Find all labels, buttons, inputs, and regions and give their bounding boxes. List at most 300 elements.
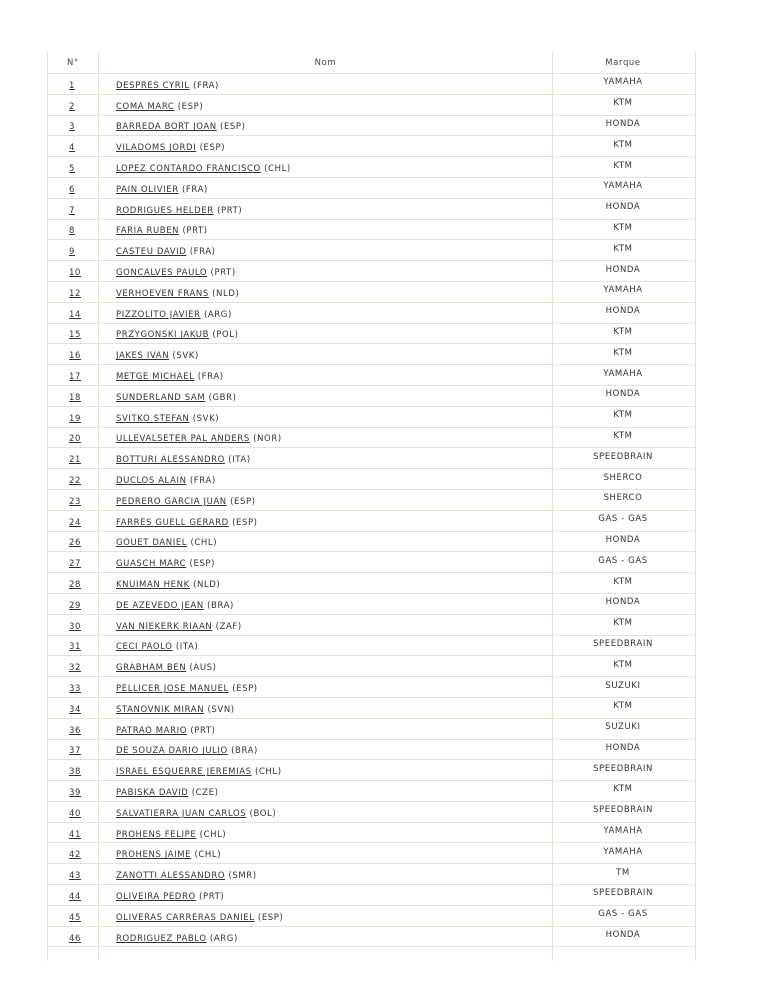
rider-country: (SVK) bbox=[172, 351, 199, 362]
table-row bbox=[48, 344, 695, 365]
num-cell bbox=[48, 511, 99, 531]
table-row bbox=[48, 303, 695, 324]
num-cell bbox=[48, 906, 99, 926]
table-row bbox=[48, 365, 695, 386]
name-cell bbox=[99, 781, 553, 801]
num-cell bbox=[48, 823, 99, 843]
table-row bbox=[48, 136, 695, 157]
name-cell bbox=[99, 573, 553, 593]
name-cell bbox=[99, 199, 553, 219]
rider-country: (AUS) bbox=[189, 663, 217, 674]
rider-name-link[interactable]: OLIVEIRA PEDRO bbox=[116, 891, 196, 902]
brand-cell: SPEEDBRAIN bbox=[593, 763, 653, 774]
brand-cell: SUZUKI bbox=[605, 722, 641, 733]
rider-number-link[interactable]: 4 bbox=[69, 143, 76, 154]
name-cell bbox=[99, 843, 553, 863]
rider-number-link[interactable]: 28 bbox=[69, 580, 82, 591]
rider-name-link[interactable]: JAKES IVAN bbox=[116, 351, 170, 362]
rider-number-link[interactable]: 23 bbox=[69, 496, 82, 507]
table-row-empty bbox=[48, 947, 695, 961]
table-row bbox=[48, 698, 695, 719]
brand-cell: SPEEDBRAIN bbox=[593, 888, 653, 899]
empty-cell bbox=[553, 947, 693, 961]
brand-cell: SPEEDBRAIN bbox=[593, 805, 653, 816]
brand-cell: HONDA bbox=[605, 389, 641, 400]
rider-name-link[interactable]: VAN NIEKERK RIAAN bbox=[116, 621, 213, 632]
rider-number-link[interactable]: 8 bbox=[69, 226, 76, 237]
brand-cell: HONDA bbox=[605, 534, 641, 545]
header-num: N° bbox=[48, 52, 99, 73]
header-name: Nom bbox=[99, 52, 553, 73]
name-cell bbox=[99, 116, 553, 136]
rider-country: (NLD) bbox=[212, 288, 240, 299]
brand-cell: HONDA bbox=[605, 597, 641, 608]
rider-name-link[interactable]: METGE MICHAEL bbox=[116, 372, 195, 383]
rider-name-link[interactable]: PABISKA DAVID bbox=[116, 787, 189, 798]
table-row bbox=[48, 199, 695, 220]
rider-name-link[interactable]: STANOVNIK MIRAN bbox=[116, 704, 205, 715]
name-cell bbox=[99, 261, 553, 281]
table-row bbox=[48, 677, 695, 698]
rider-name-link[interactable]: PEDRERO GARCIA JUAN bbox=[116, 496, 227, 507]
rider-country: (FRA) bbox=[182, 184, 208, 195]
table-row bbox=[48, 906, 695, 927]
rider-name-link[interactable]: ISRAEL ESQUERRE JEREMIAS bbox=[116, 767, 252, 778]
rider-name-link[interactable]: PAIN OLIVIER bbox=[116, 184, 179, 195]
brand-cell: KTM bbox=[613, 139, 633, 150]
rider-number-link[interactable]: 9 bbox=[69, 247, 76, 258]
name-cell bbox=[99, 552, 553, 572]
rider-number-link[interactable]: 16 bbox=[69, 351, 82, 362]
name-cell bbox=[99, 178, 553, 198]
rider-number-link[interactable]: 6 bbox=[69, 184, 76, 195]
brand-cell: HONDA bbox=[605, 202, 641, 213]
table-body bbox=[48, 74, 695, 947]
rider-name-link[interactable]: VILADOMS JORDI bbox=[116, 143, 197, 154]
rider-number-link[interactable]: 5 bbox=[69, 164, 76, 175]
rider-name-link[interactable]: OLIVERAS CARRERAS DANIEL bbox=[116, 912, 255, 923]
rider-name-link[interactable]: ULLEVALSETER PAL ANDERS bbox=[116, 434, 250, 445]
name-cell bbox=[99, 344, 553, 364]
rider-country: (FRA) bbox=[193, 80, 219, 91]
brand-cell: KTM bbox=[613, 410, 633, 421]
table-row bbox=[48, 407, 695, 428]
num-cell bbox=[48, 656, 99, 676]
rider-country: (ITA) bbox=[175, 642, 199, 653]
table-row bbox=[48, 116, 695, 137]
brand-cell: KTM bbox=[613, 618, 633, 629]
brand-cell: KTM bbox=[613, 576, 633, 587]
name-cell bbox=[99, 532, 553, 552]
rider-name-link[interactable]: KNUIMAN HENK bbox=[116, 580, 190, 591]
name-cell bbox=[99, 220, 553, 240]
brand-cell: SHERCO bbox=[603, 472, 643, 483]
rider-number-link[interactable]: 46 bbox=[69, 933, 82, 944]
rider-name-link[interactable]: BOTTURI ALESSANDRO bbox=[116, 455, 225, 466]
rider-country: (GBR) bbox=[208, 392, 237, 403]
rider-name-link[interactable]: GOUET DANIEL bbox=[116, 538, 188, 549]
num-cell bbox=[48, 843, 99, 863]
num-cell bbox=[48, 282, 99, 302]
rider-name-link[interactable]: DESPRES CYRIL bbox=[116, 80, 190, 91]
name-cell bbox=[99, 760, 553, 780]
rider-name-link[interactable]: GONCALVES PAULO bbox=[116, 268, 208, 279]
num-cell bbox=[48, 240, 99, 260]
rider-country: (ESP) bbox=[257, 912, 284, 923]
table-row bbox=[48, 656, 695, 677]
name-cell bbox=[99, 864, 553, 884]
table-row bbox=[48, 781, 695, 802]
num-cell bbox=[48, 615, 99, 635]
rider-country: (CHL) bbox=[190, 538, 218, 549]
rider-country: (NOR) bbox=[253, 434, 282, 445]
num-cell bbox=[48, 428, 99, 448]
rider-country: (ESP) bbox=[177, 101, 204, 112]
rider-number-link[interactable]: 44 bbox=[69, 891, 82, 902]
rider-number-link[interactable]: 21 bbox=[69, 455, 82, 466]
brand-cell: KTM bbox=[613, 659, 633, 670]
rider-country: (SVN) bbox=[207, 704, 235, 715]
num-cell bbox=[48, 95, 99, 115]
num-cell bbox=[48, 344, 99, 364]
brand-cell: HONDA bbox=[605, 264, 641, 275]
name-cell bbox=[99, 365, 553, 385]
num-cell bbox=[48, 698, 99, 718]
rider-name-link[interactable]: PRZYGONSKI JAKUB bbox=[116, 330, 210, 341]
name-cell bbox=[99, 95, 553, 115]
brand-cell: KTM bbox=[613, 430, 633, 441]
rider-name-link[interactable]: CASTEU DAVID bbox=[116, 247, 187, 258]
rider-number-link[interactable]: 24 bbox=[69, 517, 82, 528]
rider-number-link[interactable]: 22 bbox=[69, 476, 82, 487]
brand-cell: KTM bbox=[613, 222, 633, 233]
rider-country: (NLD) bbox=[193, 580, 221, 591]
rider-country: (ESP) bbox=[189, 559, 216, 570]
rider-country: (ARG) bbox=[203, 309, 232, 320]
num-cell bbox=[48, 261, 99, 281]
rider-country: (POL) bbox=[212, 330, 239, 341]
name-cell bbox=[99, 927, 553, 947]
rider-country: (ESP) bbox=[230, 496, 256, 507]
brand-cell: SPEEDBRAIN bbox=[593, 638, 653, 649]
num-cell bbox=[48, 760, 99, 780]
rider-country: (ITA) bbox=[228, 455, 251, 466]
rider-name-link[interactable]: FARIA RUBEN bbox=[116, 226, 180, 237]
rider-number-link[interactable]: 18 bbox=[69, 392, 82, 403]
rider-number-link[interactable]: 3 bbox=[69, 122, 76, 133]
table-row bbox=[48, 220, 695, 241]
riders-table bbox=[47, 52, 696, 961]
name-cell bbox=[99, 656, 553, 676]
table-row bbox=[48, 178, 695, 199]
table-row bbox=[48, 240, 695, 261]
brand-cell: YAMAHA bbox=[603, 826, 643, 837]
name-cell bbox=[99, 157, 553, 177]
rider-country: (CHL) bbox=[199, 829, 227, 840]
rider-name-link[interactable]: PIZZOLITO JAVIER bbox=[116, 309, 201, 320]
name-cell bbox=[99, 802, 553, 822]
rider-name-link[interactable]: PATRAO MARIO bbox=[116, 725, 187, 736]
num-cell bbox=[48, 719, 99, 739]
num-cell bbox=[48, 116, 99, 136]
num-cell bbox=[48, 324, 99, 344]
name-cell bbox=[99, 636, 553, 656]
rider-name-link[interactable]: LOPEZ CONTARDO FRANCISCO bbox=[116, 164, 261, 175]
brand-cell: HONDA bbox=[605, 118, 641, 129]
name-cell bbox=[99, 428, 553, 448]
table-row bbox=[48, 864, 695, 885]
num-cell bbox=[48, 74, 99, 94]
name-cell bbox=[99, 74, 553, 94]
table-row bbox=[48, 157, 695, 178]
num-cell bbox=[48, 532, 99, 552]
rider-number-link[interactable]: 45 bbox=[69, 912, 82, 923]
empty-cell bbox=[99, 947, 553, 961]
rider-number-link[interactable]: 1 bbox=[69, 80, 76, 91]
table-row bbox=[48, 74, 695, 95]
name-cell bbox=[99, 719, 553, 739]
table-row bbox=[48, 95, 695, 116]
rider-number-link[interactable]: 30 bbox=[69, 621, 82, 632]
brand-cell: SUZUKI bbox=[605, 680, 641, 691]
brand-cell: SPEEDBRAIN bbox=[593, 451, 653, 462]
rider-country: (FRA) bbox=[189, 247, 216, 258]
rider-number-link[interactable]: 33 bbox=[69, 684, 82, 694]
name-cell bbox=[99, 906, 553, 926]
rider-name-link[interactable]: VERHOEVEN FRANS bbox=[116, 288, 209, 299]
rider-country: (PRT) bbox=[182, 226, 208, 237]
num-cell bbox=[48, 781, 99, 801]
name-cell bbox=[99, 407, 553, 427]
rider-number-link[interactable]: 41 bbox=[69, 829, 82, 840]
num-cell bbox=[48, 178, 99, 198]
brand-cell: YAMAHA bbox=[603, 181, 643, 192]
num-cell bbox=[48, 303, 99, 323]
name-cell bbox=[99, 282, 553, 302]
num-cell bbox=[48, 885, 99, 905]
brand-cell: KTM bbox=[613, 243, 633, 254]
rider-number-link[interactable]: 32 bbox=[69, 663, 82, 674]
name-cell bbox=[99, 511, 553, 531]
rider-name-link[interactable]: RODRIGUEZ PABLO bbox=[116, 933, 207, 944]
name-cell bbox=[99, 615, 553, 635]
table-row bbox=[48, 469, 695, 490]
rider-name-link[interactable]: PROHENS JAIME bbox=[116, 850, 192, 861]
rider-name-link[interactable]: DE SOUZA DARIO JULIO bbox=[116, 746, 228, 757]
rider-name-link[interactable]: BARREDA BORT JOAN bbox=[116, 122, 217, 133]
brand-cell: YAMAHA bbox=[603, 368, 643, 379]
brand-cell: GAS - GAS bbox=[598, 514, 648, 525]
num-cell bbox=[48, 573, 99, 593]
num-cell bbox=[48, 802, 99, 822]
brand-cell: YAMAHA bbox=[603, 846, 643, 857]
rider-country: (PRT) bbox=[210, 268, 236, 279]
num-cell bbox=[48, 365, 99, 385]
rider-country: (ESP) bbox=[199, 143, 226, 154]
rider-country: (CZE) bbox=[191, 787, 219, 798]
num-cell bbox=[48, 220, 99, 240]
rider-country: (CHL) bbox=[264, 164, 291, 175]
num-cell bbox=[48, 136, 99, 156]
num-cell bbox=[48, 740, 99, 760]
num-cell bbox=[48, 927, 99, 947]
rider-number-link[interactable]: 17 bbox=[69, 372, 82, 383]
table-row bbox=[48, 511, 695, 532]
table-row bbox=[48, 573, 695, 594]
rider-country: (FRA) bbox=[189, 476, 216, 487]
brand-cell: SHERCO bbox=[603, 493, 643, 504]
brand-cell: YAMAHA bbox=[603, 285, 643, 296]
num-cell bbox=[48, 677, 99, 697]
brand-cell: HONDA bbox=[605, 930, 641, 941]
name-cell bbox=[99, 469, 553, 489]
rider-country: (PRT) bbox=[190, 725, 216, 736]
rider-number-link[interactable]: 20 bbox=[69, 434, 82, 445]
brand-cell: KTM bbox=[613, 326, 633, 337]
table-header bbox=[48, 52, 695, 74]
num-cell bbox=[48, 864, 99, 884]
empty-cell bbox=[48, 947, 99, 961]
rider-number-link[interactable]: 2 bbox=[69, 101, 76, 112]
rider-name-link[interactable]: GUASCH MARC bbox=[116, 559, 187, 570]
rider-number-link[interactable]: 27 bbox=[69, 559, 82, 570]
rider-name-link[interactable]: RODRIGUES HELDER bbox=[116, 205, 214, 216]
name-cell bbox=[99, 740, 553, 760]
rider-number-link[interactable]: 39 bbox=[69, 787, 82, 798]
rider-name-link[interactable]: SALVATIERRA JUAN CARLOS bbox=[116, 808, 247, 819]
name-cell bbox=[99, 490, 553, 510]
rider-country: (BOL) bbox=[249, 808, 277, 819]
rider-number-link[interactable]: 34 bbox=[69, 704, 82, 715]
table-row bbox=[48, 448, 695, 469]
rider-name-link[interactable]: FARRES GUELL GERARD bbox=[116, 517, 229, 528]
rider-number-link[interactable]: 31 bbox=[69, 642, 82, 653]
rider-country: (ESP) bbox=[232, 517, 258, 528]
rider-country: (ZAF) bbox=[215, 621, 242, 632]
num-cell bbox=[48, 636, 99, 656]
rider-country: (PRT) bbox=[217, 205, 243, 216]
rider-name-link[interactable]: DE AZEVEDO JEAN bbox=[116, 600, 204, 611]
table-row bbox=[48, 636, 695, 657]
name-cell bbox=[99, 885, 553, 905]
rider-number-link[interactable]: 19 bbox=[69, 413, 82, 424]
rider-number-link[interactable]: 15 bbox=[69, 330, 82, 341]
table-row bbox=[48, 594, 695, 615]
table-row bbox=[48, 885, 695, 906]
table-row bbox=[48, 843, 695, 864]
num-cell bbox=[48, 448, 99, 468]
table-row bbox=[48, 615, 695, 636]
table-row bbox=[48, 823, 695, 844]
rider-number-link[interactable]: 7 bbox=[69, 205, 76, 216]
rider-country: (BRA) bbox=[231, 746, 258, 757]
table-row bbox=[48, 386, 695, 407]
rider-country: (CHL) bbox=[254, 767, 282, 778]
rider-name-link[interactable]: GRABHAM BEN bbox=[116, 663, 187, 674]
table-row bbox=[48, 532, 695, 553]
table-row bbox=[48, 719, 695, 740]
name-cell bbox=[99, 136, 553, 156]
rider-number-link[interactable]: 29 bbox=[69, 600, 82, 611]
num-cell bbox=[48, 552, 99, 572]
rider-name-link[interactable]: CECI PAOLO bbox=[116, 642, 173, 653]
rider-number-link[interactable]: 36 bbox=[69, 725, 82, 736]
rider-name-link[interactable]: SVITKO STEFAN bbox=[116, 413, 190, 424]
rider-name-link[interactable]: PROHENS FELIPE bbox=[116, 829, 197, 840]
rider-country: (SMR) bbox=[228, 871, 257, 882]
rider-name-link[interactable]: SUNDERLAND SAM bbox=[116, 392, 206, 403]
name-cell bbox=[99, 594, 553, 614]
rider-name-link[interactable]: DUCLOS ALAIN bbox=[116, 476, 187, 487]
table-row bbox=[48, 428, 695, 449]
rider-country: (FRA) bbox=[197, 372, 224, 383]
rider-number-link[interactable]: 14 bbox=[69, 309, 82, 320]
brand-cell: GAS - GAS bbox=[598, 909, 648, 920]
rider-number-link[interactable]: 42 bbox=[69, 850, 82, 861]
table-row bbox=[48, 261, 695, 282]
rider-country: (SVK) bbox=[192, 413, 220, 424]
rider-number-link[interactable]: 38 bbox=[69, 767, 82, 778]
rider-country: (PRT) bbox=[199, 891, 225, 902]
table-row bbox=[48, 927, 695, 948]
table-row bbox=[48, 760, 695, 781]
rider-country: (CHL) bbox=[194, 850, 222, 861]
brand-cell: TM bbox=[616, 867, 630, 878]
brand-cell: KTM bbox=[613, 347, 633, 358]
rider-number-link[interactable]: 43 bbox=[69, 871, 82, 882]
rider-number-link[interactable]: 40 bbox=[69, 808, 82, 819]
brand-cell: KTM bbox=[613, 98, 633, 109]
brand-cell: HONDA bbox=[605, 742, 641, 753]
brand-cell: HONDA bbox=[605, 306, 641, 317]
name-cell bbox=[99, 324, 553, 344]
rider-number-link[interactable]: 37 bbox=[69, 746, 82, 757]
num-cell bbox=[48, 157, 99, 177]
brand-cell: GAS - GAS bbox=[598, 555, 648, 566]
name-cell bbox=[99, 240, 553, 260]
table-row bbox=[48, 282, 695, 303]
rider-name-link[interactable]: ZANOTTI ALESSANDRO bbox=[116, 871, 226, 882]
rider-name-link[interactable]: PELLICER JOSE MANUEL bbox=[116, 684, 229, 694]
brand-cell: KTM bbox=[613, 701, 633, 712]
num-cell bbox=[48, 490, 99, 510]
rider-number-link[interactable]: 12 bbox=[69, 288, 82, 299]
rider-country: (ESP) bbox=[220, 122, 246, 133]
rider-number-link[interactable]: 26 bbox=[69, 538, 82, 549]
rider-country: (ARG) bbox=[209, 933, 238, 944]
num-cell bbox=[48, 594, 99, 614]
table-row bbox=[48, 740, 695, 761]
name-cell bbox=[99, 823, 553, 843]
table-row bbox=[48, 490, 695, 511]
rider-name-link[interactable]: COMA MARC bbox=[116, 101, 175, 112]
name-cell bbox=[99, 698, 553, 718]
num-cell bbox=[48, 386, 99, 406]
header-brand: Marque bbox=[605, 57, 641, 68]
brand-cell: KTM bbox=[613, 784, 633, 795]
rider-number-link[interactable]: 10 bbox=[69, 268, 82, 279]
brand-cell: KTM bbox=[613, 160, 633, 171]
name-cell bbox=[99, 303, 553, 323]
rider-country: (ESP) bbox=[232, 684, 258, 694]
table-row bbox=[48, 324, 695, 345]
num-cell bbox=[48, 407, 99, 427]
num-cell bbox=[48, 199, 99, 219]
table-row bbox=[48, 802, 695, 823]
name-cell bbox=[99, 677, 553, 697]
name-cell bbox=[99, 448, 553, 468]
num-cell bbox=[48, 469, 99, 489]
